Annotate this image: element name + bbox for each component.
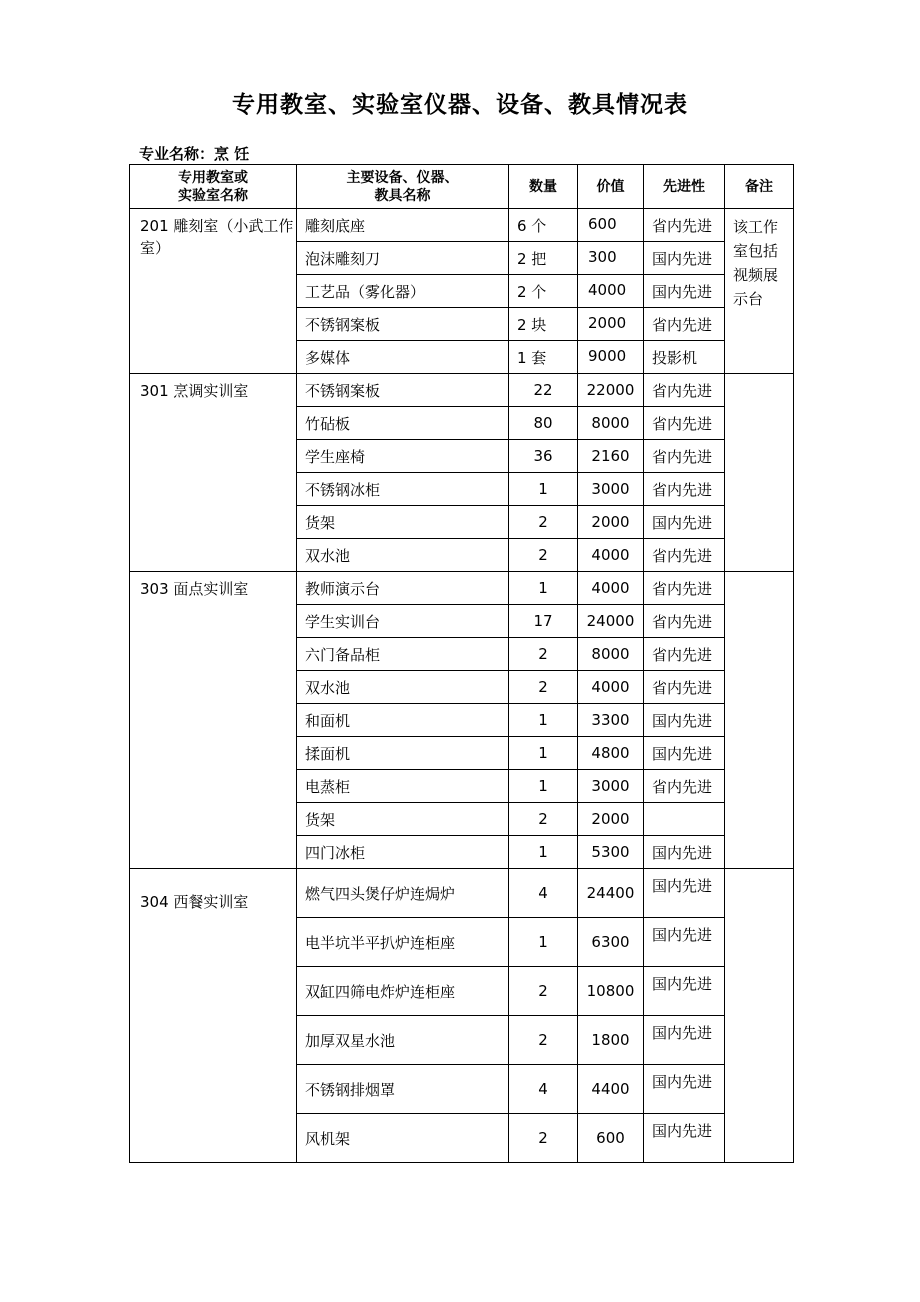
item-value: 4000 — [578, 539, 644, 572]
item-qty: 1 — [509, 473, 578, 506]
item-name: 教师演示台 — [297, 572, 509, 605]
item-value: 8000 — [578, 407, 644, 440]
item-name: 学生实训台 — [297, 605, 509, 638]
remark — [725, 869, 794, 1163]
header-row — [130, 165, 794, 209]
item-qty: 2 — [509, 1016, 578, 1065]
item-adv: 省内先进 — [644, 770, 725, 803]
item-qty: 1 — [509, 836, 578, 869]
header-room: 专用教室或 实验室名称 — [130, 165, 297, 209]
item-value: 4000 — [578, 671, 644, 704]
item-value: 9000 — [578, 341, 644, 374]
item-qty: 2 — [509, 803, 578, 836]
item-value: 3300 — [578, 704, 644, 737]
item-name: 工艺品（雾化器） — [297, 275, 509, 308]
item-adv: 省内先进 — [644, 440, 725, 473]
item-adv: 省内先进 — [644, 374, 725, 407]
item-name: 不锈钢案板 — [297, 308, 509, 341]
item-qty: 22 — [509, 374, 578, 407]
item-name: 货架 — [297, 506, 509, 539]
item-qty: 2 — [509, 967, 578, 1016]
item-qty: 1 — [509, 572, 578, 605]
item-adv: 国内先进 — [644, 242, 725, 275]
table-row — [130, 374, 794, 407]
item-value: 24400 — [578, 869, 644, 918]
item-qty: 2 块 — [509, 308, 578, 341]
item-name: 不锈钢排烟罩 — [297, 1065, 509, 1114]
item-value: 6300 — [578, 918, 644, 967]
item-value: 2000 — [578, 803, 644, 836]
item-qty: 36 — [509, 440, 578, 473]
item-name: 揉面机 — [297, 737, 509, 770]
item-value: 2160 — [578, 440, 644, 473]
item-adv: 国内先进 — [644, 1065, 725, 1114]
item-name: 电蒸柜 — [297, 770, 509, 803]
item-name: 货架 — [297, 803, 509, 836]
item-value: 1800 — [578, 1016, 644, 1065]
item-qty: 2 把 — [509, 242, 578, 275]
item-qty: 1 — [509, 704, 578, 737]
item-value: 10800 — [578, 967, 644, 1016]
item-value: 3000 — [578, 473, 644, 506]
item-value: 4000 — [578, 275, 644, 308]
header-quantity: 数量 — [509, 165, 578, 209]
item-adv: 国内先进 — [644, 869, 725, 918]
item-name: 多媒体 — [297, 341, 509, 374]
header-advanced: 先进性 — [644, 165, 725, 209]
room-name: 304 西餐实训室 — [130, 869, 297, 1163]
header-value: 价值 — [578, 165, 644, 209]
room-name: 303 面点实训室 — [130, 572, 297, 869]
item-qty: 1 — [509, 737, 578, 770]
item-adv: 省内先进 — [644, 671, 725, 704]
item-name: 燃气四头煲仔炉连焗炉 — [297, 869, 509, 918]
item-qty: 6 个 — [509, 209, 578, 242]
item-qty: 2 — [509, 671, 578, 704]
item-name: 风机架 — [297, 1114, 509, 1163]
remark: 该工作室包括视频展示台 — [725, 209, 794, 374]
item-qty: 2 — [509, 539, 578, 572]
item-adv — [644, 803, 725, 836]
item-name: 四门冰柜 — [297, 836, 509, 869]
header-equipment: 主要设备、仪器、 教具名称 — [297, 165, 509, 209]
item-value: 2000 — [578, 308, 644, 341]
item-name: 加厚双星水池 — [297, 1016, 509, 1065]
item-name: 不锈钢冰柜 — [297, 473, 509, 506]
item-adv: 省内先进 — [644, 638, 725, 671]
item-name: 不锈钢案板 — [297, 374, 509, 407]
item-value: 4000 — [578, 572, 644, 605]
item-qty: 80 — [509, 407, 578, 440]
item-name: 双水池 — [297, 539, 509, 572]
item-adv: 省内先进 — [644, 572, 725, 605]
remark — [725, 572, 794, 869]
item-name: 学生座椅 — [297, 440, 509, 473]
item-value: 4400 — [578, 1065, 644, 1114]
item-adv: 国内先进 — [644, 1016, 725, 1065]
room-name: 201 雕刻室（小武工作室） — [130, 209, 297, 374]
remark — [725, 374, 794, 572]
item-qty: 4 — [509, 869, 578, 918]
item-value: 4800 — [578, 737, 644, 770]
item-name: 泡沫雕刻刀 — [297, 242, 509, 275]
item-qty: 1 — [509, 770, 578, 803]
item-adv: 省内先进 — [644, 407, 725, 440]
item-adv: 国内先进 — [644, 967, 725, 1016]
item-adv: 国内先进 — [644, 275, 725, 308]
item-adv: 省内先进 — [644, 473, 725, 506]
item-adv: 国内先进 — [644, 704, 725, 737]
item-adv: 省内先进 — [644, 539, 725, 572]
item-name: 竹砧板 — [297, 407, 509, 440]
item-value: 5300 — [578, 836, 644, 869]
item-name: 双缸四筛电炸炉连柜座 — [297, 967, 509, 1016]
item-adv: 投影机 — [644, 341, 725, 374]
table-row — [130, 209, 794, 242]
item-name: 和面机 — [297, 704, 509, 737]
item-value: 22000 — [578, 374, 644, 407]
item-name: 电半坑半平扒炉连柜座 — [297, 918, 509, 967]
item-adv: 国内先进 — [644, 918, 725, 967]
table-row — [130, 572, 794, 605]
item-qty: 1 — [509, 918, 578, 967]
item-value: 300 — [578, 242, 644, 275]
item-adv: 省内先进 — [644, 308, 725, 341]
item-qty: 1 套 — [509, 341, 578, 374]
item-name: 雕刻底座 — [297, 209, 509, 242]
item-qty: 2 — [509, 1114, 578, 1163]
item-adv: 省内先进 — [644, 209, 725, 242]
item-adv: 国内先进 — [644, 836, 725, 869]
room-name: 301 烹调实训室 — [130, 374, 297, 572]
item-value: 24000 — [578, 605, 644, 638]
item-name: 六门备品柜 — [297, 638, 509, 671]
item-qty: 2 — [509, 506, 578, 539]
item-adv: 国内先进 — [644, 1114, 725, 1163]
item-qty: 4 — [509, 1065, 578, 1114]
item-qty: 2 个 — [509, 275, 578, 308]
page-title: 专用教室、实验室仪器、设备、教具情况表 — [232, 91, 688, 118]
item-value: 8000 — [578, 638, 644, 671]
item-adv: 省内先进 — [644, 605, 725, 638]
table-row — [130, 869, 794, 918]
item-value: 600 — [578, 1114, 644, 1163]
equipment-table — [129, 164, 794, 1163]
item-adv: 国内先进 — [644, 506, 725, 539]
item-value: 2000 — [578, 506, 644, 539]
item-qty: 2 — [509, 638, 578, 671]
item-adv: 国内先进 — [644, 737, 725, 770]
item-value: 3000 — [578, 770, 644, 803]
item-name: 双水池 — [297, 671, 509, 704]
major-name: 专业名称：烹 饪 — [139, 145, 250, 163]
header-remark: 备注 — [725, 165, 794, 209]
item-value: 600 — [578, 209, 644, 242]
item-qty: 17 — [509, 605, 578, 638]
